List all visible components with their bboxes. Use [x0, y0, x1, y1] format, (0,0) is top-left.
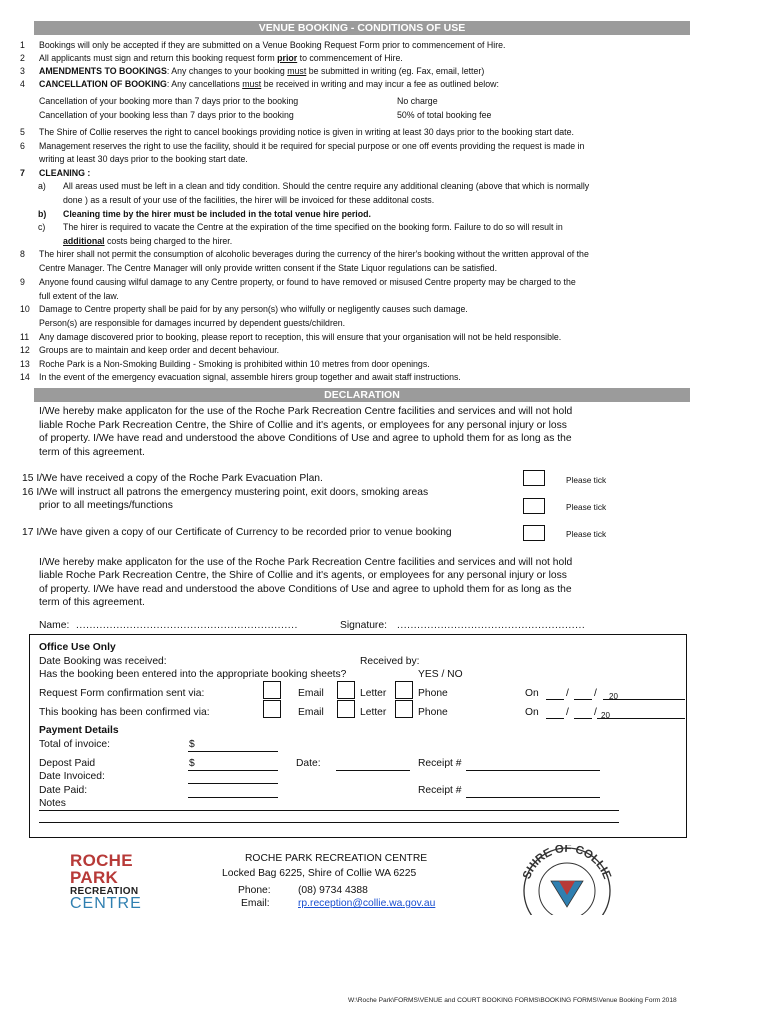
- yes-no-option[interactable]: YES / NO: [418, 669, 463, 680]
- condition-number: 1: [20, 40, 25, 50]
- condition-9-line: Anyone found causing wilful damage to any Centre property, or found to have removed or misused Centre property may be charged to the: [39, 277, 576, 287]
- date-slash: /: [594, 707, 597, 718]
- logo-roche: ROCHE: [70, 851, 133, 870]
- date-received-label: Date Booking was received:: [39, 656, 167, 667]
- condition-14: In the event of the emergency evacuation signal, assemble hirers group together and await staff instructions.: [39, 372, 461, 382]
- year-field[interactable]: [597, 718, 685, 719]
- cancel-row-fee: No charge: [397, 96, 438, 106]
- condition-text: : Any cancellations: [166, 79, 243, 89]
- condition-text: costs being charged to the hirer.: [104, 236, 233, 246]
- condition-13: Roche Park is a Non-Smoking Building - Smoking is prohibited within 10 metres from door openings.: [39, 359, 430, 369]
- centre-name: ROCHE PARK RECREATION CENTRE: [245, 853, 428, 864]
- receipt-label: Receipt #: [418, 785, 462, 796]
- date-paid-label: Date Paid:: [39, 785, 88, 796]
- condition-number: 13: [20, 359, 30, 369]
- sub-item-letter: a): [38, 181, 46, 191]
- declaration-item-15: 15 I/We have received a copy of the Roche Park Evacuation Plan.: [22, 473, 323, 484]
- declaration-line: liable Roche Park Recreation Centre, the Shire of Collie and it's agents, or employees for any personal injury or loss: [39, 570, 567, 581]
- condition-6-line: writing at least 30 days prior to the booking start date.: [39, 154, 248, 164]
- declaration-line: I/We hereby make applicaton for the use of the Roche Park Recreation Centre facilities and services and will not hold: [39, 557, 573, 568]
- receipt-field[interactable]: [466, 770, 600, 771]
- dollar-sign: $: [189, 739, 195, 750]
- condition-7-title: CLEANING :: [39, 168, 91, 178]
- year-prefix: 20: [601, 711, 610, 720]
- seal-text: SHIRE OF COLLIE: [521, 845, 613, 881]
- cancel-row-label: Cancellation of your booking less than 7 days prior to the booking: [39, 110, 294, 120]
- phone-checkbox[interactable]: [395, 681, 413, 699]
- office-use-title: Office Use Only: [39, 642, 116, 653]
- condition-11: Any damage discovered prior to booking, please report to reception, this will ensure that your organisation will not be held responsible.: [39, 332, 562, 342]
- condition-text: All applicants must sign and return this booking request form: [39, 53, 278, 63]
- date-invoiced-field[interactable]: [188, 783, 278, 784]
- please-tick-label: Please tick: [566, 475, 607, 485]
- condition-7a-line: done ) as a result of your use of the facilities, the hirer will be invoiced for these additonal costs.: [63, 195, 435, 205]
- confirmation-sent-label: Request Form confirmation sent via:: [39, 688, 205, 699]
- deposit-date-field[interactable]: [336, 770, 410, 771]
- condition-number: 11: [20, 332, 30, 342]
- condition-text: be submitted in writing (eg. Fax, email, letter): [306, 66, 485, 76]
- deposit-paid-label: Depost Paid: [39, 758, 96, 769]
- condition-2: [39, 53, 689, 64]
- condition-text: : Any changes to your booking: [166, 66, 288, 76]
- condition-heading: AMENDMENTS TO BOOKINGS: [39, 66, 167, 76]
- on-label: On: [525, 688, 539, 699]
- email-option: Email: [298, 688, 324, 699]
- condition-7c-line: [63, 236, 689, 247]
- email-checkbox[interactable]: [263, 700, 281, 718]
- month-field[interactable]: [574, 699, 592, 700]
- month-field[interactable]: [574, 718, 592, 719]
- condition-number: 7: [20, 168, 25, 178]
- declaration-item-16-cont: prior to all meetings/functions: [39, 500, 173, 511]
- date-invoiced-label: Date Invoiced:: [39, 771, 105, 782]
- name-field[interactable]: ..................................................................: [76, 620, 298, 631]
- name-label: Name:: [39, 620, 70, 631]
- condition-number: 3: [20, 66, 25, 76]
- emphasis-text: must: [242, 79, 262, 89]
- condition-number: 5: [20, 127, 25, 137]
- entered-question: Has the booking been entered into the appropriate booking sheets?: [39, 669, 347, 680]
- day-field[interactable]: [546, 718, 564, 719]
- date-label: Date:: [296, 758, 321, 769]
- office-use-box: [29, 634, 687, 838]
- condition-3: [39, 66, 689, 77]
- please-tick-label: Please tick: [566, 502, 607, 512]
- email-label: Email:: [241, 898, 270, 909]
- shire-of-collie-seal: [514, 845, 620, 915]
- condition-text: be received in writing and may incur a fee as outlined below:: [261, 79, 499, 89]
- condition-9-line: full extent of the law.: [39, 291, 119, 301]
- declaration-line: term of this agreement.: [39, 597, 145, 608]
- deposit-field[interactable]: [188, 770, 278, 771]
- received-by-label: Received by:: [360, 656, 420, 667]
- year-prefix: 20: [609, 692, 618, 701]
- centre-address: Locked Bag 6225, Shire of Collie WA 6225: [222, 868, 417, 879]
- sub-item-letter: c): [38, 222, 46, 232]
- condition-8-line: The hirer shall not permit the consumption of alcoholic beverages during the currency of the hirer's booking without the written approval of the: [39, 249, 589, 259]
- condition-number: 8: [20, 249, 25, 259]
- on-label: On: [525, 707, 539, 718]
- receipt-field[interactable]: [466, 797, 600, 798]
- tick-box-17[interactable]: [523, 525, 545, 541]
- emphasis-text: prior: [277, 53, 298, 63]
- date-slash: /: [566, 688, 569, 699]
- emphasis-text: additional: [63, 236, 105, 246]
- letter-option: Letter: [360, 707, 387, 718]
- phone-checkbox[interactable]: [395, 700, 413, 718]
- total-invoice-field[interactable]: [188, 751, 278, 752]
- day-field[interactable]: [546, 699, 564, 700]
- declaration-header: DECLARATION: [34, 388, 690, 402]
- condition-number: 9: [20, 277, 25, 287]
- condition-7c-line: The hirer is required to vacate the Centre at the expiration of the time specified on the booking form. Failure to do so will result in: [63, 222, 563, 232]
- receipt-label: Receipt #: [418, 758, 462, 769]
- email-checkbox[interactable]: [263, 681, 281, 699]
- year-field[interactable]: [603, 699, 685, 700]
- condition-5: The Shire of Collie reserves the right to cancel bookings providing notice is given in writing at least 30 days prior to the booking start date.: [39, 127, 574, 137]
- declaration-line: of property. I/We have read and understood the above Conditions of Use and agree to uphold them for as long as the: [39, 433, 572, 444]
- total-invoice-label: Total of invoice:: [39, 739, 110, 750]
- please-tick-label: Please tick: [566, 529, 607, 539]
- declaration-item-16: 16 I/We will instruct all patrons the emergency mustering point, exit doors, smoking areas: [22, 487, 429, 498]
- letter-option: Letter: [360, 688, 387, 699]
- declaration-item-17: 17 I/We have given a copy of our Certificate of Currency to be recorded prior to venue booking: [22, 527, 452, 538]
- payment-details-title: Payment Details: [39, 725, 119, 736]
- email-option: Email: [298, 707, 324, 718]
- email-link[interactable]: rp.reception@collie.wa.gov.au: [298, 898, 436, 909]
- dollar-sign: $: [189, 758, 195, 769]
- phone-number: (08) 9734 4388: [298, 885, 368, 896]
- notes-label: Notes: [39, 798, 66, 809]
- condition-6-line: Management reserves the right to use the facility, should it be required for special purpose or one off events providing the request is made in: [39, 141, 585, 151]
- condition-7b: Cleaning time by the hirer must be included in the total venue hire period.: [63, 209, 371, 219]
- seal-graphic: [514, 845, 620, 915]
- signature-field[interactable]: ........................................................: [397, 620, 586, 631]
- emphasis-text: must: [287, 66, 307, 76]
- cancel-row-fee: 50% of total booking fee: [397, 110, 492, 120]
- condition-number: 10: [20, 304, 30, 314]
- condition-number: 6: [20, 141, 25, 151]
- condition-1: Bookings will only be accepted if they are submitted on a Venue Booking Request Form prior to commencement of Hire.: [39, 40, 506, 50]
- notes-line[interactable]: [39, 822, 619, 823]
- condition-12: Groups are to maintain and keep order and decent behaviour.: [39, 345, 280, 355]
- declaration-line: of property. I/We have read and understood the above Conditions of Use and agree to uphold them for as long as the: [39, 584, 572, 595]
- letter-checkbox[interactable]: [337, 700, 355, 718]
- letter-checkbox[interactable]: [337, 681, 355, 699]
- declaration-line: term of this agreement.: [39, 447, 145, 458]
- condition-7a-line: All areas used must be left in a clean and tidy condition. Should the centre require any additional cleaning (above that which is normally: [63, 181, 590, 191]
- file-path: W:\Roche Park\FORMS\VENUE and COURT BOOKING FORMS\BOOKING FORMS\Venue Booking Form 2018: [348, 997, 677, 1004]
- conditions-header: VENUE BOOKING - CONDITIONS OF USE: [34, 21, 690, 35]
- condition-text: to commencement of Hire.: [297, 53, 403, 63]
- condition-10-line: Damage to Centre property shall be paid for by any person(s) who wilfully or negligently causes such damage.: [39, 304, 468, 314]
- notes-line[interactable]: [39, 810, 619, 811]
- condition-10-line: Person(s) are responsible for damages incurred by dependent guests/children.: [39, 318, 346, 328]
- phone-option: Phone: [418, 707, 448, 718]
- condition-4: [39, 79, 689, 90]
- condition-number: 4: [20, 79, 25, 89]
- logo-park: PARK: [70, 868, 119, 887]
- date-paid-field[interactable]: [188, 797, 278, 798]
- declaration-line: liable Roche Park Recreation Centre, the Shire of Collie and it's agents, or employees for any personal injury or loss: [39, 420, 567, 431]
- sub-item-letter: b): [38, 209, 47, 219]
- date-slash: /: [566, 707, 569, 718]
- logo-centre: CENTRE: [70, 895, 142, 912]
- tick-box-15[interactable]: [523, 470, 545, 486]
- condition-number: 2: [20, 53, 25, 63]
- condition-number: 14: [20, 372, 30, 382]
- tick-box-16[interactable]: [523, 498, 545, 514]
- date-slash: /: [594, 688, 597, 699]
- logo-recreation: RECREATION: [70, 886, 139, 897]
- signature-label: Signature:: [340, 620, 387, 631]
- phone-option: Phone: [418, 688, 448, 699]
- condition-8-line: Centre Manager. The Centre Manager will only provide written consent if the State Liquor regulations can be satisfied.: [39, 263, 498, 273]
- confirmed-via-label: This booking has been confirmed via:: [39, 707, 210, 718]
- declaration-line: I/We hereby make applicaton for the use of the Roche Park Recreation Centre facilities and services and will not hold: [39, 406, 573, 417]
- condition-number: 12: [20, 345, 30, 355]
- condition-heading: CANCELLATION OF BOOKING: [39, 79, 167, 89]
- cancel-row-label: Cancellation of your booking more than 7 days prior to the booking: [39, 96, 299, 106]
- phone-label: Phone:: [238, 885, 271, 896]
